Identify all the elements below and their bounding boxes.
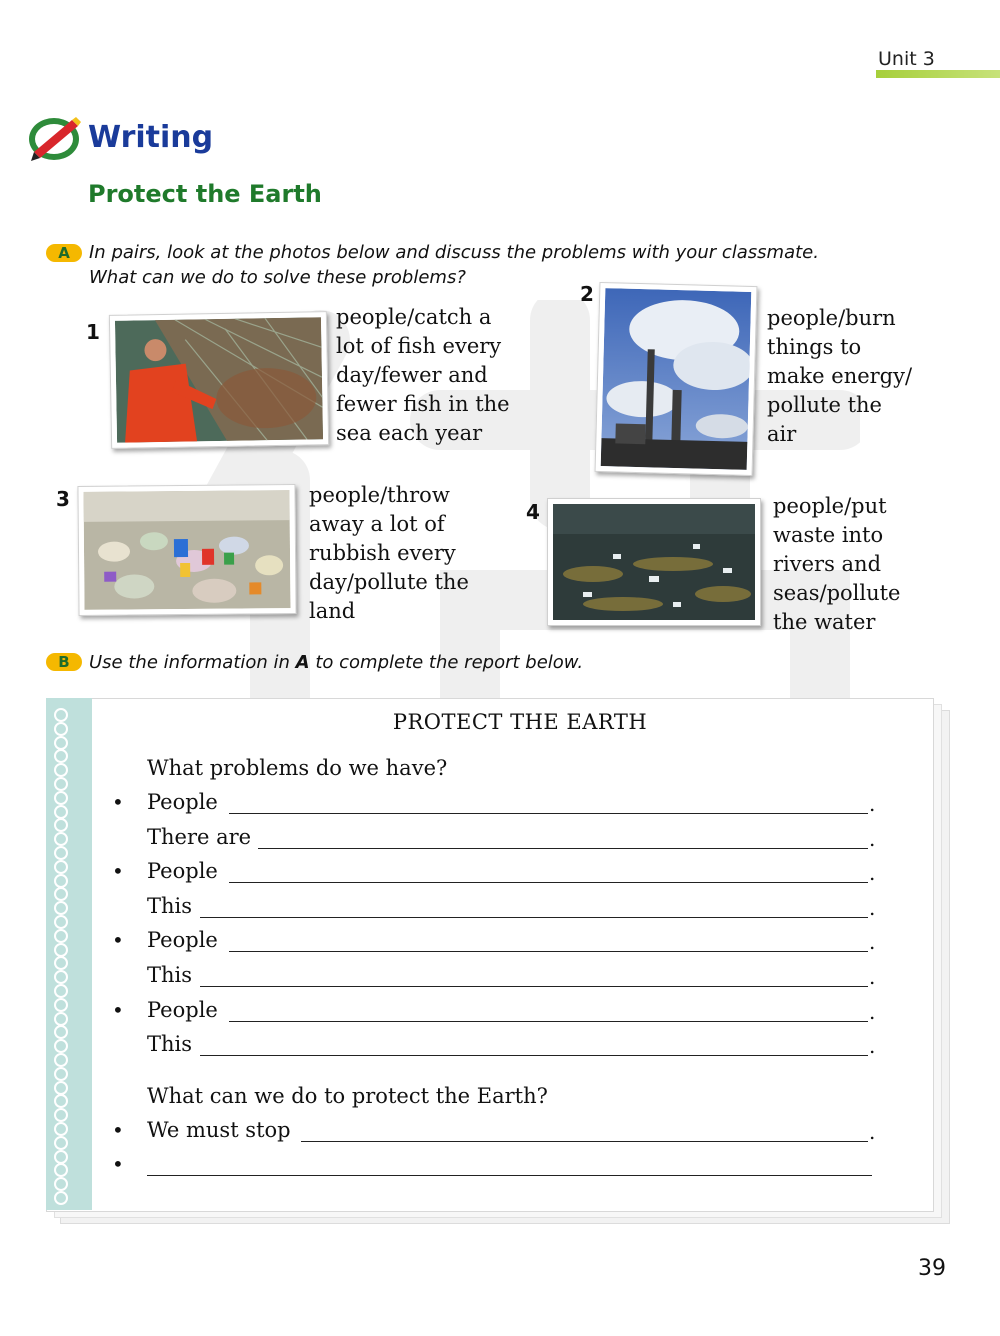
- answer-blank-line[interactable]: [258, 848, 868, 849]
- line-end-period: .: [869, 930, 876, 955]
- spiral-ring: [54, 998, 68, 1012]
- row-label: People: [147, 859, 218, 884]
- photo-number: 2: [580, 282, 594, 306]
- row-label: People: [147, 997, 218, 1022]
- row-label: This: [147, 963, 193, 987]
- spiral-ring: [54, 1081, 68, 1095]
- spiral-ring: [54, 943, 68, 957]
- action-label: We must stop: [147, 1118, 291, 1142]
- line-end-period: .: [869, 826, 876, 851]
- photo-rubbish-landfill: [77, 484, 296, 616]
- task-b-instruction: Use the information in A to complete the report below.: [89, 652, 584, 673]
- line-end-period: .: [869, 999, 876, 1024]
- section-title: Writing: [88, 120, 214, 155]
- line-end-period: .: [869, 1034, 876, 1059]
- spiral-ring: [54, 1067, 68, 1081]
- answer-blank-line[interactable]: [200, 986, 868, 987]
- task-a-instruction-line1: In pairs, look at the photos below and discuss the problems with your classmate.: [89, 242, 819, 263]
- spiral-ring: [54, 1012, 68, 1026]
- task-a-instruction-line2: What can we do to solve these problems?: [89, 267, 466, 288]
- bullet-point: •: [112, 1118, 124, 1142]
- photo-caption: people/throw away a lot of rubbish every day/pollute the land: [309, 483, 469, 623]
- spiral-ring: [54, 915, 68, 929]
- row-label: People: [147, 928, 218, 953]
- notebook-spiral-spine: [46, 698, 92, 1210]
- bullet-point: •: [112, 997, 124, 1022]
- answer-blank-line[interactable]: [301, 1141, 868, 1142]
- answer-blank-line[interactable]: [200, 1055, 868, 1056]
- spiral-ring: [54, 1053, 68, 1067]
- section-subtitle: Protect the Earth: [88, 180, 322, 208]
- photo-caption: people/burn things to make energy/ pollute the air: [767, 306, 913, 446]
- report-question-protect: What can we do to protect the Earth?: [147, 1084, 548, 1108]
- bullet-point: •: [112, 859, 124, 884]
- row-label: This: [147, 1032, 193, 1057]
- photo-caption: people/put waste into rivers and seas/pollute the water: [773, 494, 901, 634]
- row-label: People: [147, 790, 218, 814]
- writing-pencil-icon: [28, 112, 82, 162]
- spiral-ring: [54, 791, 68, 805]
- report-title: PROTECT THE EARTH: [392, 710, 648, 734]
- photo-caption: people/catch a lot of fish every day/fewer and fewer fish in the sea each year: [336, 305, 510, 445]
- photo-fishing: [109, 311, 329, 449]
- photo-polluted-water: [547, 498, 761, 626]
- bullet-point: •: [112, 1152, 124, 1176]
- task-a-badge: A: [46, 244, 82, 262]
- spiral-ring: [54, 736, 68, 750]
- row-label: There are: [147, 824, 252, 849]
- spiral-ring: [54, 1150, 68, 1164]
- page-number: 39: [918, 1256, 946, 1281]
- answer-blank-line[interactable]: [229, 1021, 868, 1022]
- spiral-ring: [54, 860, 68, 874]
- answer-blank-line[interactable]: [229, 951, 868, 952]
- line-end-period: .: [869, 965, 876, 989]
- spiral-ring: [54, 1191, 68, 1205]
- task-b-badge: B: [46, 653, 82, 671]
- spiral-ring: [54, 777, 68, 791]
- line-end-period: .: [869, 895, 876, 920]
- spiral-ring: [54, 984, 68, 998]
- spiral-ring: [54, 929, 68, 943]
- spiral-ring: [54, 846, 68, 860]
- spiral-ring: [54, 805, 68, 819]
- answer-blank-line[interactable]: [229, 813, 868, 814]
- photo-number: 3: [56, 487, 70, 511]
- spiral-ring: [54, 874, 68, 888]
- photo-factory-smoke: [595, 282, 758, 476]
- answer-blank-line[interactable]: [147, 1175, 872, 1176]
- unit-color-bar: [876, 70, 1000, 78]
- spiral-ring: [54, 1122, 68, 1136]
- line-end-period: .: [869, 1120, 876, 1144]
- line-end-period: .: [869, 861, 876, 886]
- answer-blank-line[interactable]: [200, 917, 868, 918]
- spiral-ring: [54, 1136, 68, 1150]
- bullet-point: •: [112, 790, 124, 814]
- photo-number: 1: [86, 320, 100, 344]
- answer-blank-line[interactable]: [229, 882, 868, 883]
- line-end-period: .: [869, 792, 876, 816]
- unit-label: Unit 3: [878, 48, 935, 70]
- report-question-problems: What problems do we have?: [147, 756, 448, 780]
- bullet-point: •: [112, 928, 124, 953]
- row-label: This: [147, 893, 193, 918]
- photo-number: 4: [526, 500, 540, 524]
